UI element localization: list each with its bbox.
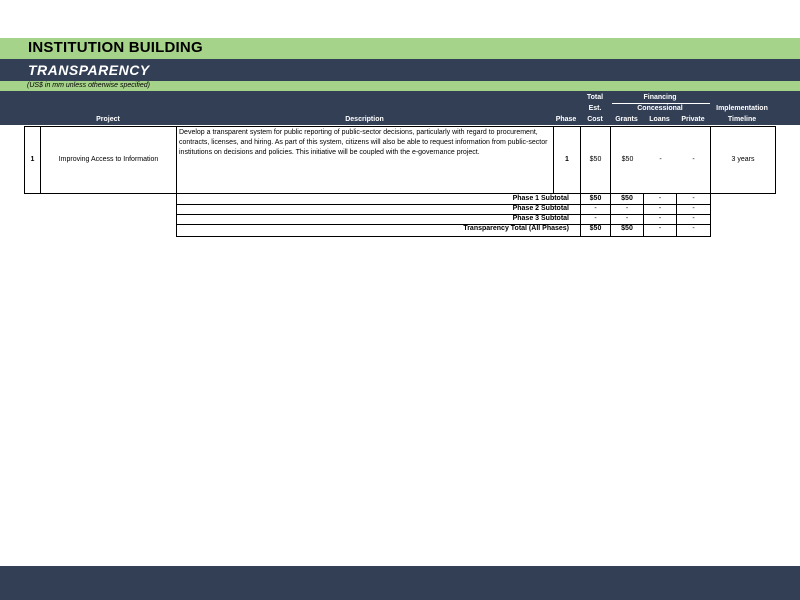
subtotal-private: - (692, 215, 695, 222)
row-project: Improving Access to Information (58, 156, 159, 163)
total-label: Transparency Total (All Phases) (463, 225, 569, 232)
section-title-bar (0, 38, 800, 59)
header-total-line1: Total (586, 94, 604, 101)
header-total-line2: Est. (588, 105, 602, 112)
subtotal-grants: - (625, 215, 629, 222)
subtotal-grants: - (625, 205, 629, 212)
row-grants: $50 (621, 156, 634, 163)
row-timeline: 3 years (731, 156, 755, 163)
total-private: - (692, 225, 695, 232)
table-header (0, 91, 800, 125)
subtotal-loans: - (658, 195, 662, 202)
header-project: Project (96, 116, 120, 123)
row-number: 1 (30, 156, 35, 163)
row-private: - (692, 156, 695, 163)
subtotals-table (176, 193, 711, 237)
header-timeline-line2: Timeline (727, 116, 757, 123)
subtotal-grants: $50 (621, 195, 633, 202)
subtotal-loans: - (658, 215, 662, 222)
header-phase: Phase (555, 116, 577, 123)
section-title: INSTITUTION BUILDING (28, 39, 203, 56)
header-total-line3: Cost (587, 116, 603, 123)
table-row (24, 126, 776, 194)
row-total-cost: $50 (589, 156, 602, 163)
subtotal-label: Phase 3 Subtotal (512, 215, 569, 222)
footer-bar (0, 566, 800, 600)
subtotal-loans: - (658, 205, 662, 212)
subtotal-private: - (692, 195, 695, 202)
header-grants: Grants (615, 116, 638, 123)
row-description: Develop a transparent system for public reporting of public-sector decisions, particularly with regard to procurement, contracts, licenses, and hiring. As part of this system, citizens will also be able to request information from public-sector institutions on decisions and policies. This initiative will be coupled with the e-governance project. (179, 129, 548, 156)
header-private: Private (681, 116, 705, 123)
row-phase: 1 (565, 156, 569, 163)
subtotal-cost: $50 (589, 195, 602, 202)
subsection-title-bar (0, 59, 800, 81)
subtotal-label: Phase 1 Subtotal (512, 195, 569, 202)
header-concessional: Concessional (637, 105, 683, 112)
total-row (177, 224, 710, 234)
col-divider (176, 127, 177, 193)
total-cost: $50 (589, 225, 602, 232)
subsection-title: TRANSPARENCY (28, 62, 150, 78)
total-grants: $50 (621, 225, 633, 232)
subtotal-cost: - (594, 215, 597, 222)
header-financing: Financing (643, 94, 677, 101)
units-note: (US$ in mm unless otherwise specified) (27, 82, 150, 89)
subtotal-label: Phase 2 Subtotal (512, 205, 569, 212)
units-note-bar (0, 81, 800, 91)
header-description: Description (345, 116, 384, 123)
header-timeline-line1: Implementation (716, 105, 768, 112)
header-loans: Loans (649, 116, 670, 123)
subtotal-cost: - (594, 205, 597, 212)
subtotal-private: - (692, 205, 695, 212)
total-loans: - (658, 225, 662, 232)
row-loans: - (659, 156, 662, 163)
